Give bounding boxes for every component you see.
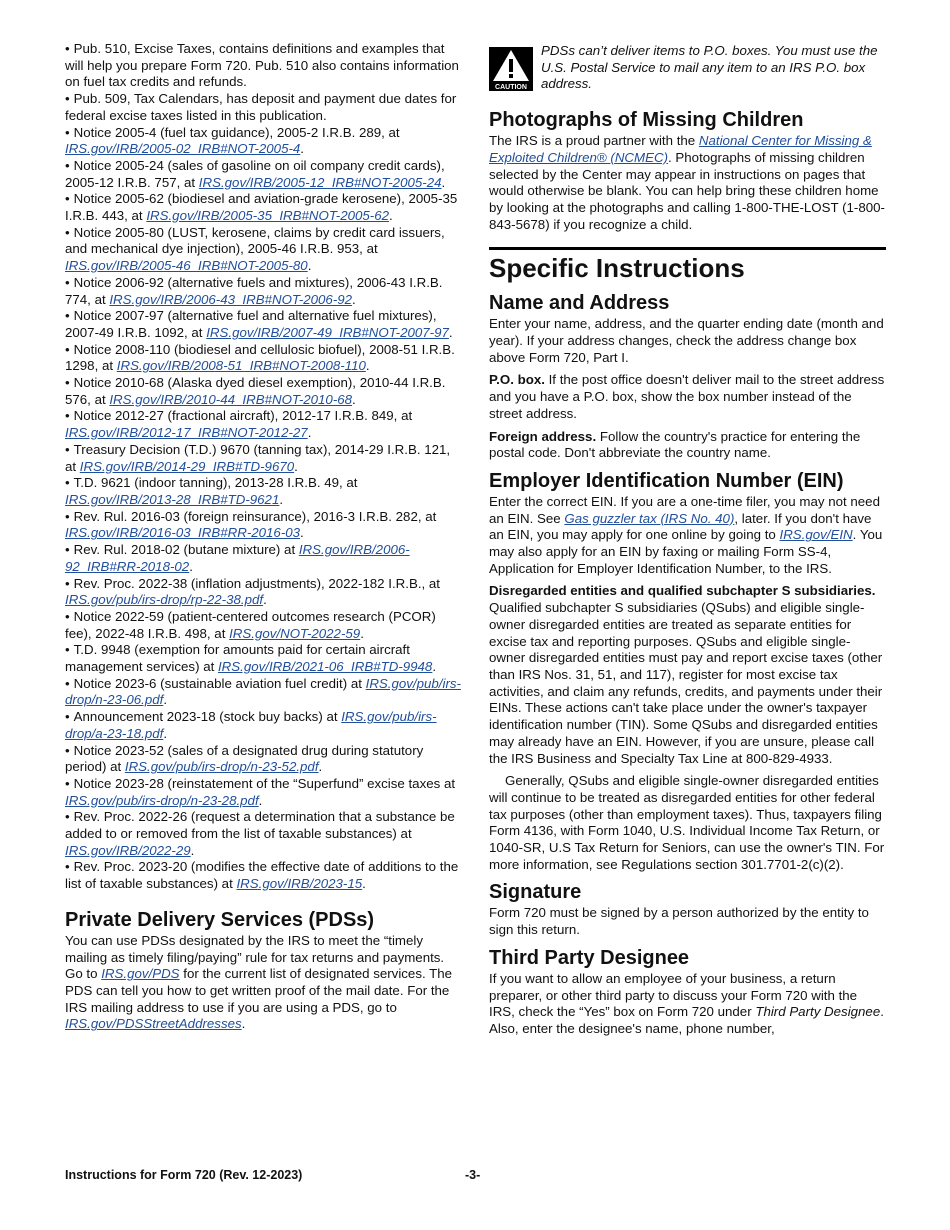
ein-paragraph: Enter the correct EIN. If you are a one-time filer, you may not need an EIN. See Gas guzzler tax (IRS No. 40), later. If you don't have an EIN, you may apply for one online by going to IRS.gov/EIN. You may also apply for an EIN by faxing or mailing Form SS-4, Application for Employer Identification Number, to the IRS.: [489, 493, 883, 576]
reference-link[interactable]: IRS.gov/IRB/2005-12_IRB#NOT-2005-24: [198, 174, 442, 190]
reference-list-item: • Treasury Decision (T.D.) 9670 (tanning tax), 2014-29 I.R.B. 121, at IRS.gov/IRB/2014-29_IRB#TD-9670.: [65, 441, 451, 474]
pds-street-addresses-link[interactable]: IRS.gov/PDSStreetAddresses: [65, 1016, 242, 1032]
right-column: [489, 41, 886, 1038]
reference-list-item: • Notice 2007-97 (alternative fuel and alternative fuel mixtures), 2007-49 I.R.B. 1092, at IRS.gov/IRB/2007-49_IRB#NOT-2007-97.: [65, 308, 453, 340]
reference-link[interactable]: IRS.gov/IRB/2005-35_IRB#NOT-2005-62: [146, 208, 389, 224]
bullet-icon: •: [65, 675, 70, 691]
reference-link[interactable]: IRS.gov/IRB/2006-43_IRB#NOT-2006-92: [109, 291, 353, 307]
reference-link[interactable]: IRS.gov/IRB/2005-02_IRB#NOT-2005-4: [65, 141, 301, 157]
reference-list-item: • Notice 2005-24 (sales of gasoline on oil company credit cards), 2005-12 I.R.B. 757, at IRS.gov/IRB/2005-12_IRB#NOT-2005-24.: [65, 157, 446, 190]
bullet-icon: •: [65, 41, 70, 56]
ncmec-link[interactable]: National Center for Missing & Exploited Children® (NCMEC): [489, 133, 872, 165]
footer-page-number: -3-: [465, 1168, 481, 1182]
reference-list-item: • Notice 2005-80 (LUST, kerosene, claims by credit card issuers, and mechanical dye injection), 2005-46 I.R.B. 953, at IRS.gov/IRB/2005-46_IRB#NOT-2005-80.: [65, 224, 445, 274]
reference-list-item: • Notice 2008-110 (biodiesel and cellulosic biofuel), 2008-51 I.R.B. 1298, at IRS.gov/IRB/2008-51_IRB#NOT-2008-110.: [65, 341, 455, 374]
footer-form-title: Instructions for Form 720 (Rev. 12-2023): [65, 1168, 303, 1182]
reference-list-item: • Notice 2005-62 (biodiesel and aviation-grade kerosene), 2005-35 I.R.B. 443, at IRS.gov/IRB/2005-35_IRB#NOT-2005-62.: [65, 191, 458, 224]
reference-list-item: • Notice 2022-59 (patient-centered outcomes research (PCOR) fee), 2022-48 I.R.B. 498, at IRS.gov/NOT-2022-59.: [65, 608, 436, 641]
reference-list-item: • Announcement 2023-18 (stock buy backs) at IRS.gov/pub/irs-drop/a-23-18.pdf.: [65, 709, 437, 741]
reference-list-item: • Notice 2006-92 (alternative fuels and mixtures), 2006-43 I.R.B. 774, at IRS.gov/IRB/2006-43_IRB#NOT-2006-92.: [65, 274, 443, 307]
reference-link[interactable]: IRS.gov/IRB/2012-17_IRB#NOT-2012-27: [65, 425, 308, 441]
missing-children-heading: Photographs of Missing Children: [489, 109, 804, 132]
pobox-paragraph: P.O. box. If the post office doesn't deliver mail to the street address and you have a P.O. box, show the box number instead of the street address.: [489, 372, 885, 421]
bullet-icon: •: [65, 375, 70, 391]
reference-link[interactable]: IRS.gov/IRB/2007-49_IRB#NOT-2007-97: [206, 324, 449, 340]
reference-link[interactable]: IRS.gov/IRB/2014-29_IRB#TD-9670: [79, 458, 295, 474]
reference-list-item: • Pub. 509, Tax Calendars, has deposit and payment due dates for federal excise taxes listed in this publication.: [65, 91, 457, 123]
reference-link[interactable]: IRS.gov/pub/irs-drop/rp-22-38.pdf: [65, 592, 264, 608]
reference-link[interactable]: IRS.gov/NOT-2022-59: [229, 625, 361, 641]
section-rule: [489, 247, 886, 250]
bullet-icon: •: [65, 308, 70, 324]
left-column: [65, 41, 462, 1033]
reference-list-item: • Rev. Rul. 2016-03 (foreign reinsurance), 2016-3 I.R.B. 282, at IRS.gov/IRB/2016-03_IRB#RR-2016-03.: [65, 508, 437, 541]
bullet-icon: •: [65, 408, 70, 424]
bullet-icon: •: [65, 859, 70, 875]
pds-link[interactable]: IRS.gov/PDS: [101, 966, 180, 982]
reference-link[interactable]: IRS.gov/IRB/2016-03_IRB#RR-2016-03: [65, 525, 301, 541]
bullet-icon: •: [65, 709, 70, 725]
bullet-icon: •: [65, 742, 70, 758]
bullet-icon: •: [65, 341, 70, 357]
reference-link[interactable]: IRS.gov/pub/irs-drop/n-23-28.pdf: [65, 792, 259, 808]
bullet-icon: •: [65, 441, 70, 457]
bullet-icon: •: [65, 157, 70, 173]
third-party-designee-heading: Third Party Designee: [489, 946, 690, 969]
caution-text: PDSs can’t deliver items to P.O. boxes. You must use the U.S. Postal Service to mail any item to an IRS P.O. box address.: [541, 43, 878, 92]
caution-box: [489, 43, 886, 93]
reference-list-item: • Notice 2023-28 (reinstatement of the “Superfund” excise taxes at IRS.gov/pub/irs-drop/n-23-28.pdf.: [65, 775, 456, 808]
name-address-paragraph: Enter your name, address, and the quarter ending date (month and year). If your address changes, check the address change box above Form 720, Part I.: [489, 316, 884, 365]
reference-link[interactable]: IRS.gov/IRB/2021-06_IRB#TD-9948: [217, 659, 433, 675]
pds-heading: Private Delivery Services (PDSs): [65, 908, 375, 931]
reference-link[interactable]: IRS.gov/IRB/2013-28_IRB#TD-9621: [65, 491, 280, 507]
reference-list-item: • Notice 2005-4 (fuel tax guidance), 2005-2 I.R.B. 289, at IRS.gov/IRB/2005-02_IRB#NOT-2005-4.: [65, 124, 400, 157]
reference-list-item: • Pub. 510, Excise Taxes, contains definitions and examples that will help you prepare Form 720. Pub. 510 also contains information on fuel tax credits and refunds.: [65, 41, 459, 90]
reference-link[interactable]: IRS.gov/IRB/2005-46_IRB#NOT-2005-80: [65, 258, 308, 274]
caution-icon: [489, 47, 533, 91]
bullet-icon: •: [65, 542, 70, 558]
signature-paragraph: Form 720 must be signed by a person authorized by the entity to sign this return.: [489, 905, 869, 938]
reference-link[interactable]: IRS.gov/pub/irs-drop/n-23-06.pdf: [65, 675, 461, 708]
signature-heading: Signature: [489, 881, 582, 904]
reference-link[interactable]: IRS.gov/IRB/2023-15: [236, 876, 363, 892]
third-party-designee-paragraph: If you want to allow an employee of your business, a return preparer, or other third party to discuss your Form 720 with the IRS, check the “Yes” box on Form 720 under Third Party Designee. Also, enter the designee's name, phone number,: [489, 970, 884, 1036]
generally-paragraph: Generally, QSubs and eligible single-owner disregarded entities will continue to be treated as disregarded entities for other federal tax purposes (other than employment taxes). Thus, taxpayers filing Form 4136, with Form 1040, U.S. Individual Income Tax Return, or 1040-SR, U.S Tax Return for Seniors, can use the owner's TIN. For more information, see Regulations section 301.7701-2(c)(2).: [489, 773, 885, 872]
reference-list-item: • T.D. 9948 (exemption for amounts paid for certain aircraft management services) at IRS.gov/IRB/2021-06_IRB#TD-9948.: [65, 642, 437, 675]
bullet-icon: •: [65, 475, 70, 491]
bullet-icon: •: [65, 508, 70, 524]
bullet-icon: •: [65, 809, 70, 825]
reference-list-item: • Notice 2023-6 (sustainable aviation fuel credit) at IRS.gov/pub/irs-drop/n-23-06.pdf.: [65, 675, 461, 708]
reference-list-item: • Notice 2023-52 (sales of a designated drug during statutory period) at IRS.gov/pub/irs-drop/n-23-52.pdf.: [65, 742, 424, 775]
foreign-address-paragraph: Foreign address. Follow the country's practice for entering the postal code. Don't abbreviate the country name.: [489, 428, 861, 461]
reference-list-item: • T.D. 9621 (indoor tanning), 2013-28 I.R.B. 49, at IRS.gov/IRB/2013-28_IRB#TD-9621.: [65, 475, 358, 507]
reference-list-item: • Rev. Proc. 2022-38 (inflation adjustments), 2022-182 I.R.B., at IRS.gov/pub/irs-drop/rp-22-38.pdf.: [65, 575, 441, 608]
reference-link[interactable]: IRS.gov/IRB/2010-44_IRB#NOT-2010-68: [109, 391, 353, 407]
specific-instructions-heading: Specific Instructions: [489, 253, 745, 284]
disregarded-entities-paragraph: Disregarded entities and qualified subchapter S subsidiaries. Qualified subchapter S subsidiaries (QSubs) and eligible single-owner disregarded entities are treated as separate entities for excise tax and reporting purposes. QSubs and eligible single-owner disregarded entities must pay and report excise taxes (other than IRS Nos. 31, 51, and 117), register for most excise tax activities, and claim any refunds, credits, and payments under their EINs. These actions can't take place under the owner's taxpayer identification number (TIN). Some QSubs and disregarded entities may already have an EIN. However, if you are unsure, please call the IRS Business and Specialty Tax Line at 800-829-4933.: [489, 583, 883, 766]
caution-label: CAUTION: [495, 84, 527, 91]
irs-ein-link[interactable]: IRS.gov/EIN: [779, 527, 853, 543]
bullet-icon: •: [65, 608, 70, 624]
bullet-icon: •: [65, 575, 70, 591]
bullet-icon: •: [65, 191, 70, 207]
reference-list: [65, 41, 462, 893]
reference-link[interactable]: IRS.gov/IRB/2022-29: [65, 842, 191, 858]
reference-link[interactable]: IRS.gov/pub/irs-drop/a-23-18.pdf: [65, 709, 437, 741]
pds-paragraph: You can use PDSs designated by the IRS to meet the “timely mailing as timely filing/paying” rule for tax returns and payments. Go to IRS.gov/PDS for the current list of designated services. The PDS can tell you how to get written proof of the mail date. For the IRS mailing address to use if you are using a PDS, go to IRS.gov/PDSStreetAddresses.: [65, 932, 453, 1032]
bullet-icon: •: [65, 124, 70, 140]
ein-heading: Employer Identification Number (EIN): [489, 469, 844, 492]
name-address-heading: Name and Address: [489, 292, 670, 315]
reference-list-item: • Rev. Rul. 2018-02 (butane mixture) at IRS.gov/IRB/2006-92_IRB#RR-2018-02.: [65, 542, 410, 574]
reference-list-item: • Rev. Proc. 2023-20 (modifies the effective date of additions to the list of taxable substances) at IRS.gov/IRB/2023-15.: [65, 859, 459, 892]
bullet-icon: •: [65, 274, 70, 290]
reference-link[interactable]: IRS.gov/pub/irs-drop/n-23-52.pdf: [124, 759, 319, 775]
reference-list-item: • Rev. Proc. 2022-26 (request a determination that a substance be added to or removed from the list of taxable substances) at IRS.gov/IRB/2022-29.: [65, 809, 455, 858]
gas-guzzler-link[interactable]: Gas guzzler tax (IRS No. 40): [564, 510, 735, 526]
bullet-icon: •: [65, 224, 70, 240]
missing-children-paragraph: The IRS is a proud partner with the National Center for Missing & Exploited Children® (NCMEC). Photographs of missing children selected by the Center may appear in instructions on pages that would otherwise be blank. You can help bring these children home by looking at the photographs and calling 1-800-THE-LOST (1-800-843-5678) if you recognize a child.: [489, 133, 885, 232]
reference-list-item: • Notice 2010-68 (Alaska dyed diesel exemption), 2010-44 I.R.B. 576, at IRS.gov/IRB/2010-44_IRB#NOT-2010-68.: [65, 375, 446, 407]
bullet-icon: •: [65, 91, 70, 107]
bullet-icon: •: [65, 642, 70, 658]
reference-link[interactable]: IRS.gov/IRB/2008-51_IRB#NOT-2008-110: [116, 358, 366, 374]
reference-list-item: • Notice 2012-27 (fractional aircraft), 2012-17 I.R.B. 849, at IRS.gov/IRB/2012-17_IRB#NOT-2012-27.: [65, 408, 413, 441]
reference-link[interactable]: IRS.gov/IRB/2006-92_IRB#RR-2018-02: [65, 542, 410, 574]
bullet-icon: •: [65, 775, 70, 791]
